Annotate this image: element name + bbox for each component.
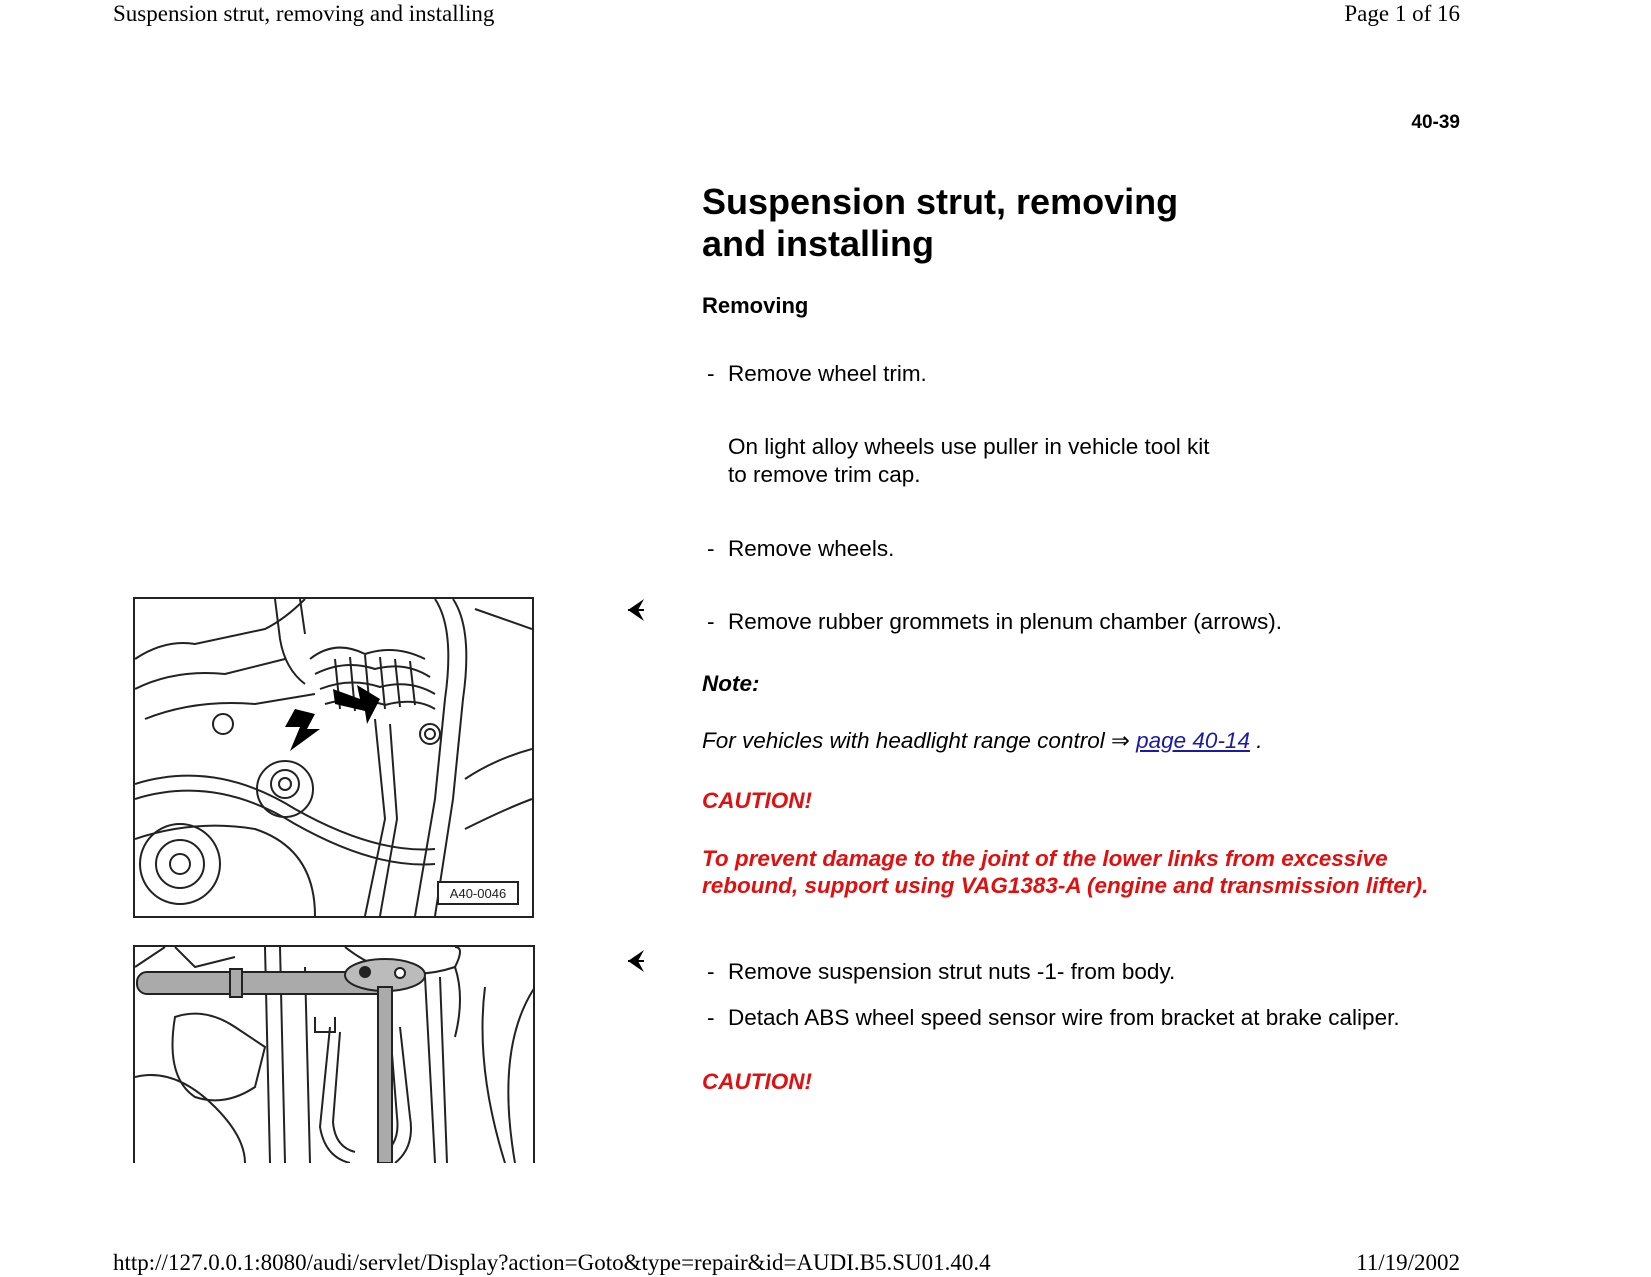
figure-plenum-chamber [133,597,534,918]
step-dash: - [707,1005,715,1030]
hint-line-2: to remove trim cap. [728,462,921,487]
step-text: Detach ABS wheel speed sensor wire from bracket at brake caliper. [728,1005,1400,1030]
section-heading: Removing [702,293,809,318]
step-text: Remove wheel trim. [728,361,927,386]
step-dash: - [707,361,715,386]
caution-line-2: rebound, support using VAG1383-A (engine and transmission lifter). [702,873,1429,898]
page-title [702,181,1178,265]
page-title-line-2: and installing [702,223,935,264]
step-item [702,608,1282,636]
step-item [702,958,1175,986]
step-dash: - [707,959,715,984]
footer-url: http://127.0.0.1:8080/audi/servlet/Display?action=Goto&type=repair&id=AUDI.B5.SU01.40.4 [113,1250,991,1275]
footer-date: 11/19/2002 [1356,1250,1460,1275]
note-label: Note: [702,671,760,696]
figure-strut-nuts [133,945,535,1163]
hint-line-1: On light alloy wheels use puller in vehicle tool kit [728,434,1210,459]
note-arrow-icon: ⇒ [1110,728,1130,753]
plenum-chamber-drawing [135,599,532,916]
figure-pointer-icon [624,597,650,623]
caution-text [702,845,1428,899]
page-title-line-1: Suspension strut, removing [702,181,1179,222]
hint-paragraph [728,433,1210,489]
figure-code-label: A40-0046 [449,886,507,901]
strut-nuts-drawing [135,947,533,1163]
page-code: 40-39 [1411,112,1460,133]
document-header-title: Suspension strut, removing and installing [113,1,495,26]
caution-label: CAUTION! [702,788,812,813]
step-item [702,535,894,563]
page-link[interactable]: page 40-14 [1136,728,1250,753]
note-paragraph [702,728,1263,754]
caution-label-2: CAUTION! [702,1069,812,1094]
page-counter: Page 1 of 16 [1344,1,1460,26]
caution-line-1: To prevent damage to the joint of the lower links from excessive [702,846,1388,871]
step-dash: - [707,609,715,634]
step-dash: - [707,536,715,561]
note-end: . [1256,728,1263,753]
step-item [702,360,927,388]
step-text: Remove rubber grommets in plenum chamber (arrows). [728,609,1282,634]
step-text: Remove wheels. [728,536,895,561]
step-text: Remove suspension strut nuts -1- from body. [728,959,1176,984]
figure-pointer-icon [624,948,650,974]
step-item [702,1004,1400,1032]
note-text: For vehicles with headlight range control [702,728,1105,753]
